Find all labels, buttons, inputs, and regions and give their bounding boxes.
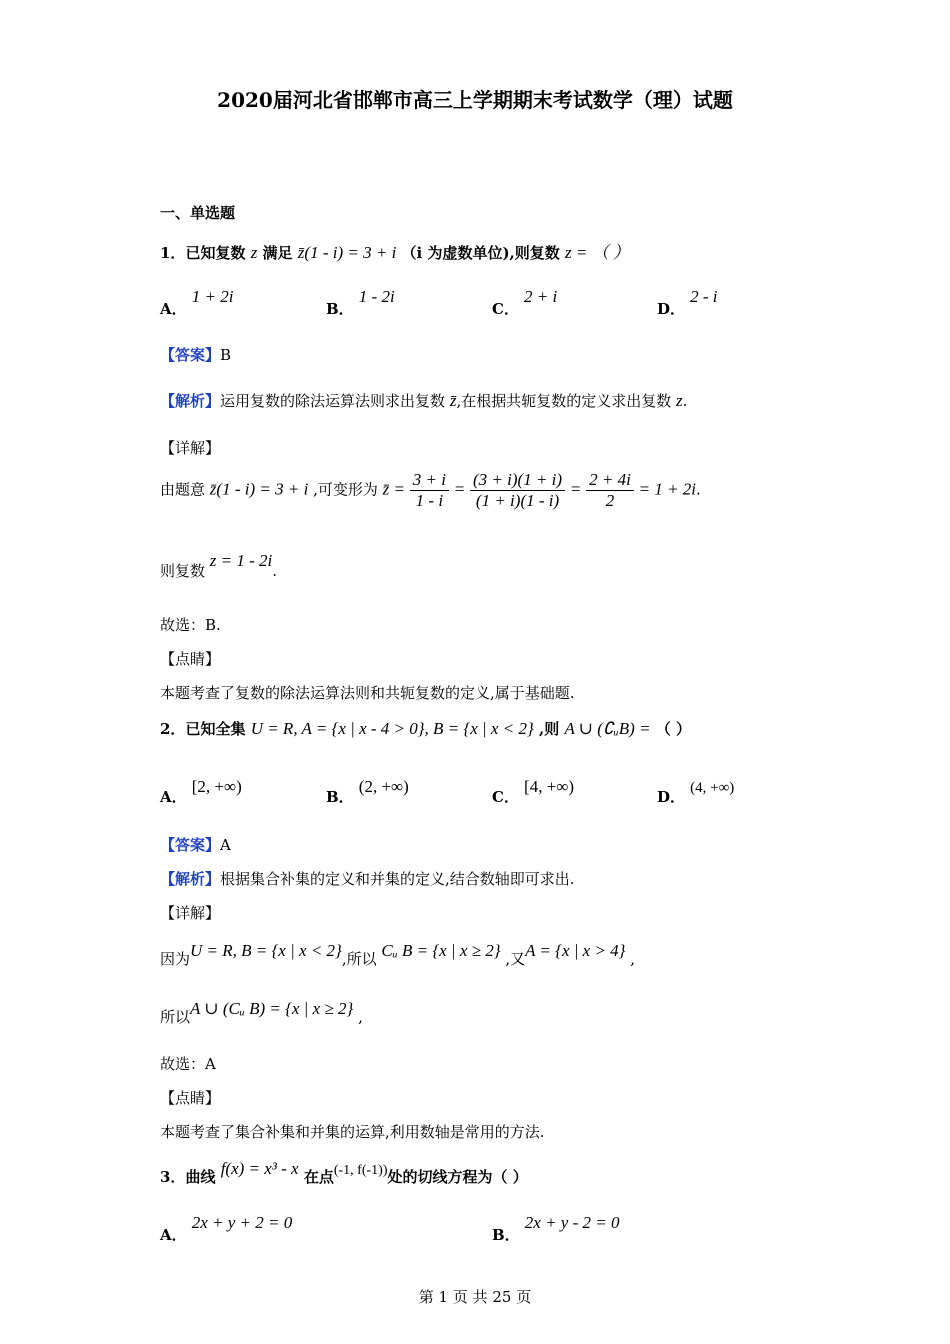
option-value: (2, +∞) [358,777,409,796]
stem-text: 在点 [303,1168,334,1186]
choice-line: 故选：B. [160,616,221,634]
option-d [657,286,718,318]
detail-derivation [160,470,701,511]
analysis-label: 【解析】 [160,392,221,410]
option-b [326,776,409,806]
fraction-numerator: 3 + i [410,470,449,491]
answer-label: 【答案】 [160,346,221,364]
page-footer: 第 1 页 共 25 页 [418,1288,532,1306]
option-label: B． [326,300,354,318]
option-a [160,286,234,318]
option-a [160,776,242,806]
math-equation: U = R, A = {x | x - 4 > 0}, B = {x | x < 2} [250,719,534,738]
analysis-line [160,390,687,411]
comment-label: 【点睛】 [160,650,221,668]
option-label: D． [657,788,686,806]
punctuation: . [696,480,701,499]
option-label: A． [160,788,187,806]
detail-label: 【详解】 [160,439,221,457]
detail-text: 因为 [160,950,191,968]
analysis-text: ,在根据共轭复数的定义求出复数 [456,392,672,410]
option-value: 1 + 2i [191,287,234,306]
comment-text: 本题考查了集合补集和并集的运算,利用数轴是常用的方法. [160,1123,545,1141]
fraction-numerator: (3 + i)(1 + i) [470,470,565,491]
question-number: 3． [160,1168,186,1186]
fraction-denominator: (1 + i)(1 - i) [475,491,560,510]
analysis-text: 运用复数的除法运算法则求出复数 [220,392,446,410]
stem-text: 处的切线方程为（ ） [387,1168,528,1186]
question-number: 2． [160,720,186,738]
option-label: D． [657,300,686,318]
option-b [326,286,395,318]
detail-text: 由题意 [160,480,206,499]
comment-text: 本题考查了复数的除法运算法则和共轭复数的定义,属于基础题. [160,684,575,702]
option-value: 1 - 2i [358,287,395,306]
detail-text: ,又 [505,950,526,968]
option-a [160,1212,293,1244]
question-1-stem [160,238,630,263]
option-value: (4, +∞) [690,780,735,796]
question-2-stem [160,718,691,739]
fraction-denominator: 1 - i [415,491,444,510]
math-point: (-1, f(-1)) [333,1163,388,1178]
detail-text: 所以 [160,1008,191,1026]
detail-text: ,可变形为 [313,480,378,499]
option-label: C． [492,788,519,806]
fraction [470,470,565,511]
option-c [492,286,558,318]
math-equation: z = 1 - 2i [209,551,273,570]
detail-text: ,所以 [341,950,377,968]
answer-label: 【答案】 [160,836,221,854]
option-value: 2x + y - 2 = 0 [524,1213,620,1232]
math-equation: z̄(1 - i) = 3 + i [209,479,309,499]
math-var: z [676,391,683,410]
stem-text: 已知复数 [185,244,246,262]
stem-text: 曲线 [185,1168,216,1186]
math-expression: z = （ ） [565,243,630,262]
math-equation: A ∪ (Cᵤ B) = {x | x ≥ 2} [190,999,354,1018]
math-equation: Cᵤ B = {x | x ≥ 2} [381,941,501,960]
punctuation: . [682,392,688,410]
math-result: = 1 + 2i [638,479,697,499]
answer-line [160,344,231,365]
math-equation: A = {x | x > 4} [525,941,626,960]
fraction-numerator: 2 + 4i [586,470,634,491]
equals-sign: = [569,479,582,499]
equals-sign: = [453,479,466,499]
stem-text: 已知全集 [185,720,246,738]
math-equation: U = R, B = {x | x < 2} [190,941,342,960]
option-value: 2 + i [524,287,558,306]
fraction-denominator: 2 [605,491,615,510]
stem-text: ,则 [538,720,560,738]
math-var: z̄ [449,391,457,410]
option-label: C． [492,300,519,318]
then-text: 则复数 [160,562,206,580]
answer-value: A [220,836,231,854]
detail-line-2 [160,998,363,1026]
punctuation: . [272,562,278,580]
stem-text: （ ） [655,720,691,738]
question-number: 1． [160,244,186,262]
section-heading: 一、单选题 [160,204,236,222]
option-label: B． [492,1226,520,1244]
fraction [586,470,634,511]
detail-line-1 [160,940,636,968]
option-value: 2x + y + 2 = 0 [191,1213,293,1232]
punctuation: , [358,1008,363,1026]
choice-line: 故选：A [160,1055,216,1073]
analysis-line [160,868,575,889]
stem-text: （i 为虚数单位),则复数 [401,244,560,262]
option-value: [4, +∞) [524,777,575,796]
document-title: 2020届河北省邯郸市高三上学期期末考试数学（理）试题 [217,88,733,112]
answer-line [160,834,231,855]
math-var: z̄ = [382,479,405,499]
then-line [160,551,278,581]
option-d [657,776,735,806]
option-label: A． [160,300,187,318]
option-c [492,776,575,806]
option-value: 2 - i [690,287,718,306]
fraction [410,470,449,511]
math-expression: A ∪ (∁ᵤB) = [564,719,651,738]
math-var: z [250,243,258,262]
analysis-label: 【解析】 [160,870,221,888]
question-3-stem [160,1158,528,1186]
option-label: A． [160,1226,187,1244]
math-equation: z̄(1 - i) = 3 + i [297,243,397,262]
answer-value: B [220,346,232,364]
stem-text: 满足 [262,244,293,262]
math-function: f(x) = x³ - x [220,1159,299,1178]
option-b [492,1212,620,1244]
punctuation: , [630,950,636,968]
option-label: B． [326,788,354,806]
detail-label: 【详解】 [160,904,221,922]
comment-label: 【点睛】 [160,1089,221,1107]
option-value: [2, +∞) [191,777,242,796]
analysis-text: 根据集合补集的定义和并集的定义,结合数轴即可求出. [220,870,575,888]
